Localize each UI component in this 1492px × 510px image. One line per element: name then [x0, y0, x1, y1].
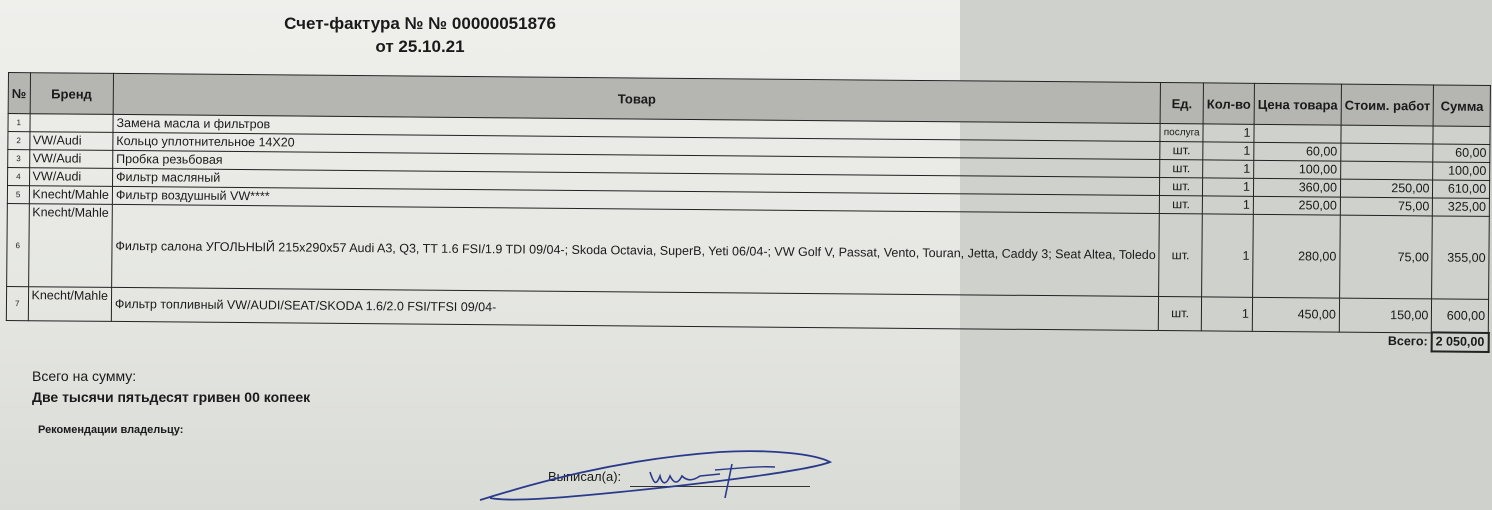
- row-number: 2: [8, 132, 30, 150]
- row-sum: 60,00: [1433, 144, 1490, 162]
- row-price: 250,00: [1253, 196, 1340, 215]
- total-value: 2 050,00: [1432, 332, 1489, 351]
- row-number: 4: [8, 168, 30, 186]
- row-unit: шт.: [1160, 196, 1203, 214]
- row-product: Фильтр масляный: [112, 168, 1159, 195]
- row-qty: 1: [1203, 124, 1254, 142]
- table-row: [7, 203, 1490, 299]
- row-brand: Knecht/Mahle: [28, 204, 112, 288]
- row-product: Кольцо уплотнительное 14X20: [113, 132, 1160, 159]
- row-price: 450,00: [1252, 297, 1339, 331]
- row-price: 100,00: [1254, 160, 1341, 179]
- row-work: 75,00: [1339, 215, 1432, 299]
- row-sum: 355,00: [1432, 216, 1489, 299]
- col-header-product: Товар: [113, 73, 1161, 123]
- row-qty: 1: [1203, 142, 1254, 160]
- row-product: Фильтр салона УГОЛЬНЫЙ 215x290x57 Audi A3, Q3, TT 1.6 FSI/1.9 TDI 09/04-; Skoda Octavia, SuperB, Yeti 06/04-; VW Golf V, Passat, Vento, Touran, Jetta, Caddy 3; Seat Altea, Toledo: [112, 204, 1160, 296]
- row-brand: VW/Audi: [29, 168, 113, 187]
- row-brand: Knecht/Mahle: [29, 186, 113, 205]
- row-qty: 1: [1203, 178, 1254, 196]
- row-price: 280,00: [1253, 214, 1341, 298]
- row-product: Фильтр топливный VW/AUDI/SEAT/SKODA 1.6/2.0 FSI/TFSI 09/04-: [111, 287, 1159, 330]
- row-brand: [29, 114, 113, 133]
- row-unit: послуга: [1160, 124, 1203, 142]
- row-qty: 1: [1202, 214, 1254, 297]
- row-qty: 1: [1203, 160, 1254, 178]
- invoice-number-line: Счет-фактура № № 00000051876: [284, 14, 556, 33]
- row-sum: 325,00: [1433, 198, 1490, 216]
- col-header-unit: Ед.: [1160, 83, 1203, 124]
- row-product: Замена масла и фильтров: [113, 114, 1160, 141]
- row-price: 360,00: [1253, 178, 1340, 197]
- row-price: [1254, 124, 1341, 143]
- row-work: [1341, 143, 1434, 162]
- row-sum: 610,00: [1433, 180, 1490, 198]
- row-work: [1341, 125, 1434, 144]
- row-unit: шт.: [1160, 160, 1203, 178]
- row-unit: шт.: [1160, 178, 1203, 196]
- row-sum: 600,00: [1432, 299, 1489, 333]
- row-price: 60,00: [1254, 142, 1341, 161]
- row-product: Фильтр воздушный VW****: [112, 186, 1159, 213]
- total-label: Всего:: [1387, 334, 1428, 349]
- row-brand: VW/Audi: [29, 150, 113, 169]
- row-unit: шт.: [1159, 297, 1202, 331]
- col-header-work: Стоим. работ: [1341, 84, 1434, 126]
- row-number: 3: [8, 150, 30, 168]
- amount-in-words: Две тысячи пятьдесят гривен 00 копеек: [32, 389, 311, 405]
- row-work: [1341, 161, 1434, 180]
- col-header-price: Цена товара: [1254, 83, 1341, 125]
- row-unit: шт.: [1160, 142, 1203, 160]
- amount-label: Всего на сумму:: [32, 368, 137, 384]
- col-header-qty: Кол-во: [1203, 83, 1254, 124]
- handwritten-signature: [470, 440, 850, 510]
- col-header-sum: Сумма: [1434, 85, 1491, 126]
- invoice-title: [240, 12, 600, 58]
- row-sum: 100,00: [1433, 162, 1490, 180]
- row-unit: шт.: [1159, 214, 1203, 297]
- invoice-table: [6, 72, 1492, 353]
- row-number: 1: [8, 114, 30, 132]
- invoice-date-line: от 25.10.21: [375, 37, 465, 56]
- row-work: 250,00: [1340, 179, 1433, 198]
- row-brand: Knecht/Mahle: [28, 287, 112, 321]
- issued-by-label: Выписал(а):: [548, 469, 622, 484]
- row-work: 150,00: [1339, 298, 1432, 332]
- row-work: 75,00: [1340, 197, 1433, 216]
- row-number: 5: [7, 186, 29, 204]
- row-qty: 1: [1202, 196, 1253, 214]
- row-number: 7: [6, 286, 28, 320]
- col-header-brand: Бренд: [30, 73, 114, 115]
- recommendations-label: Рекомендации владельцу:: [38, 424, 184, 436]
- row-brand: VW/Audi: [29, 132, 113, 151]
- row-number: 6: [7, 203, 29, 286]
- row-sum: [1433, 126, 1490, 144]
- col-header-number: №: [8, 73, 30, 114]
- row-qty: 1: [1201, 297, 1252, 331]
- row-product: Пробка резьбовая: [113, 150, 1160, 177]
